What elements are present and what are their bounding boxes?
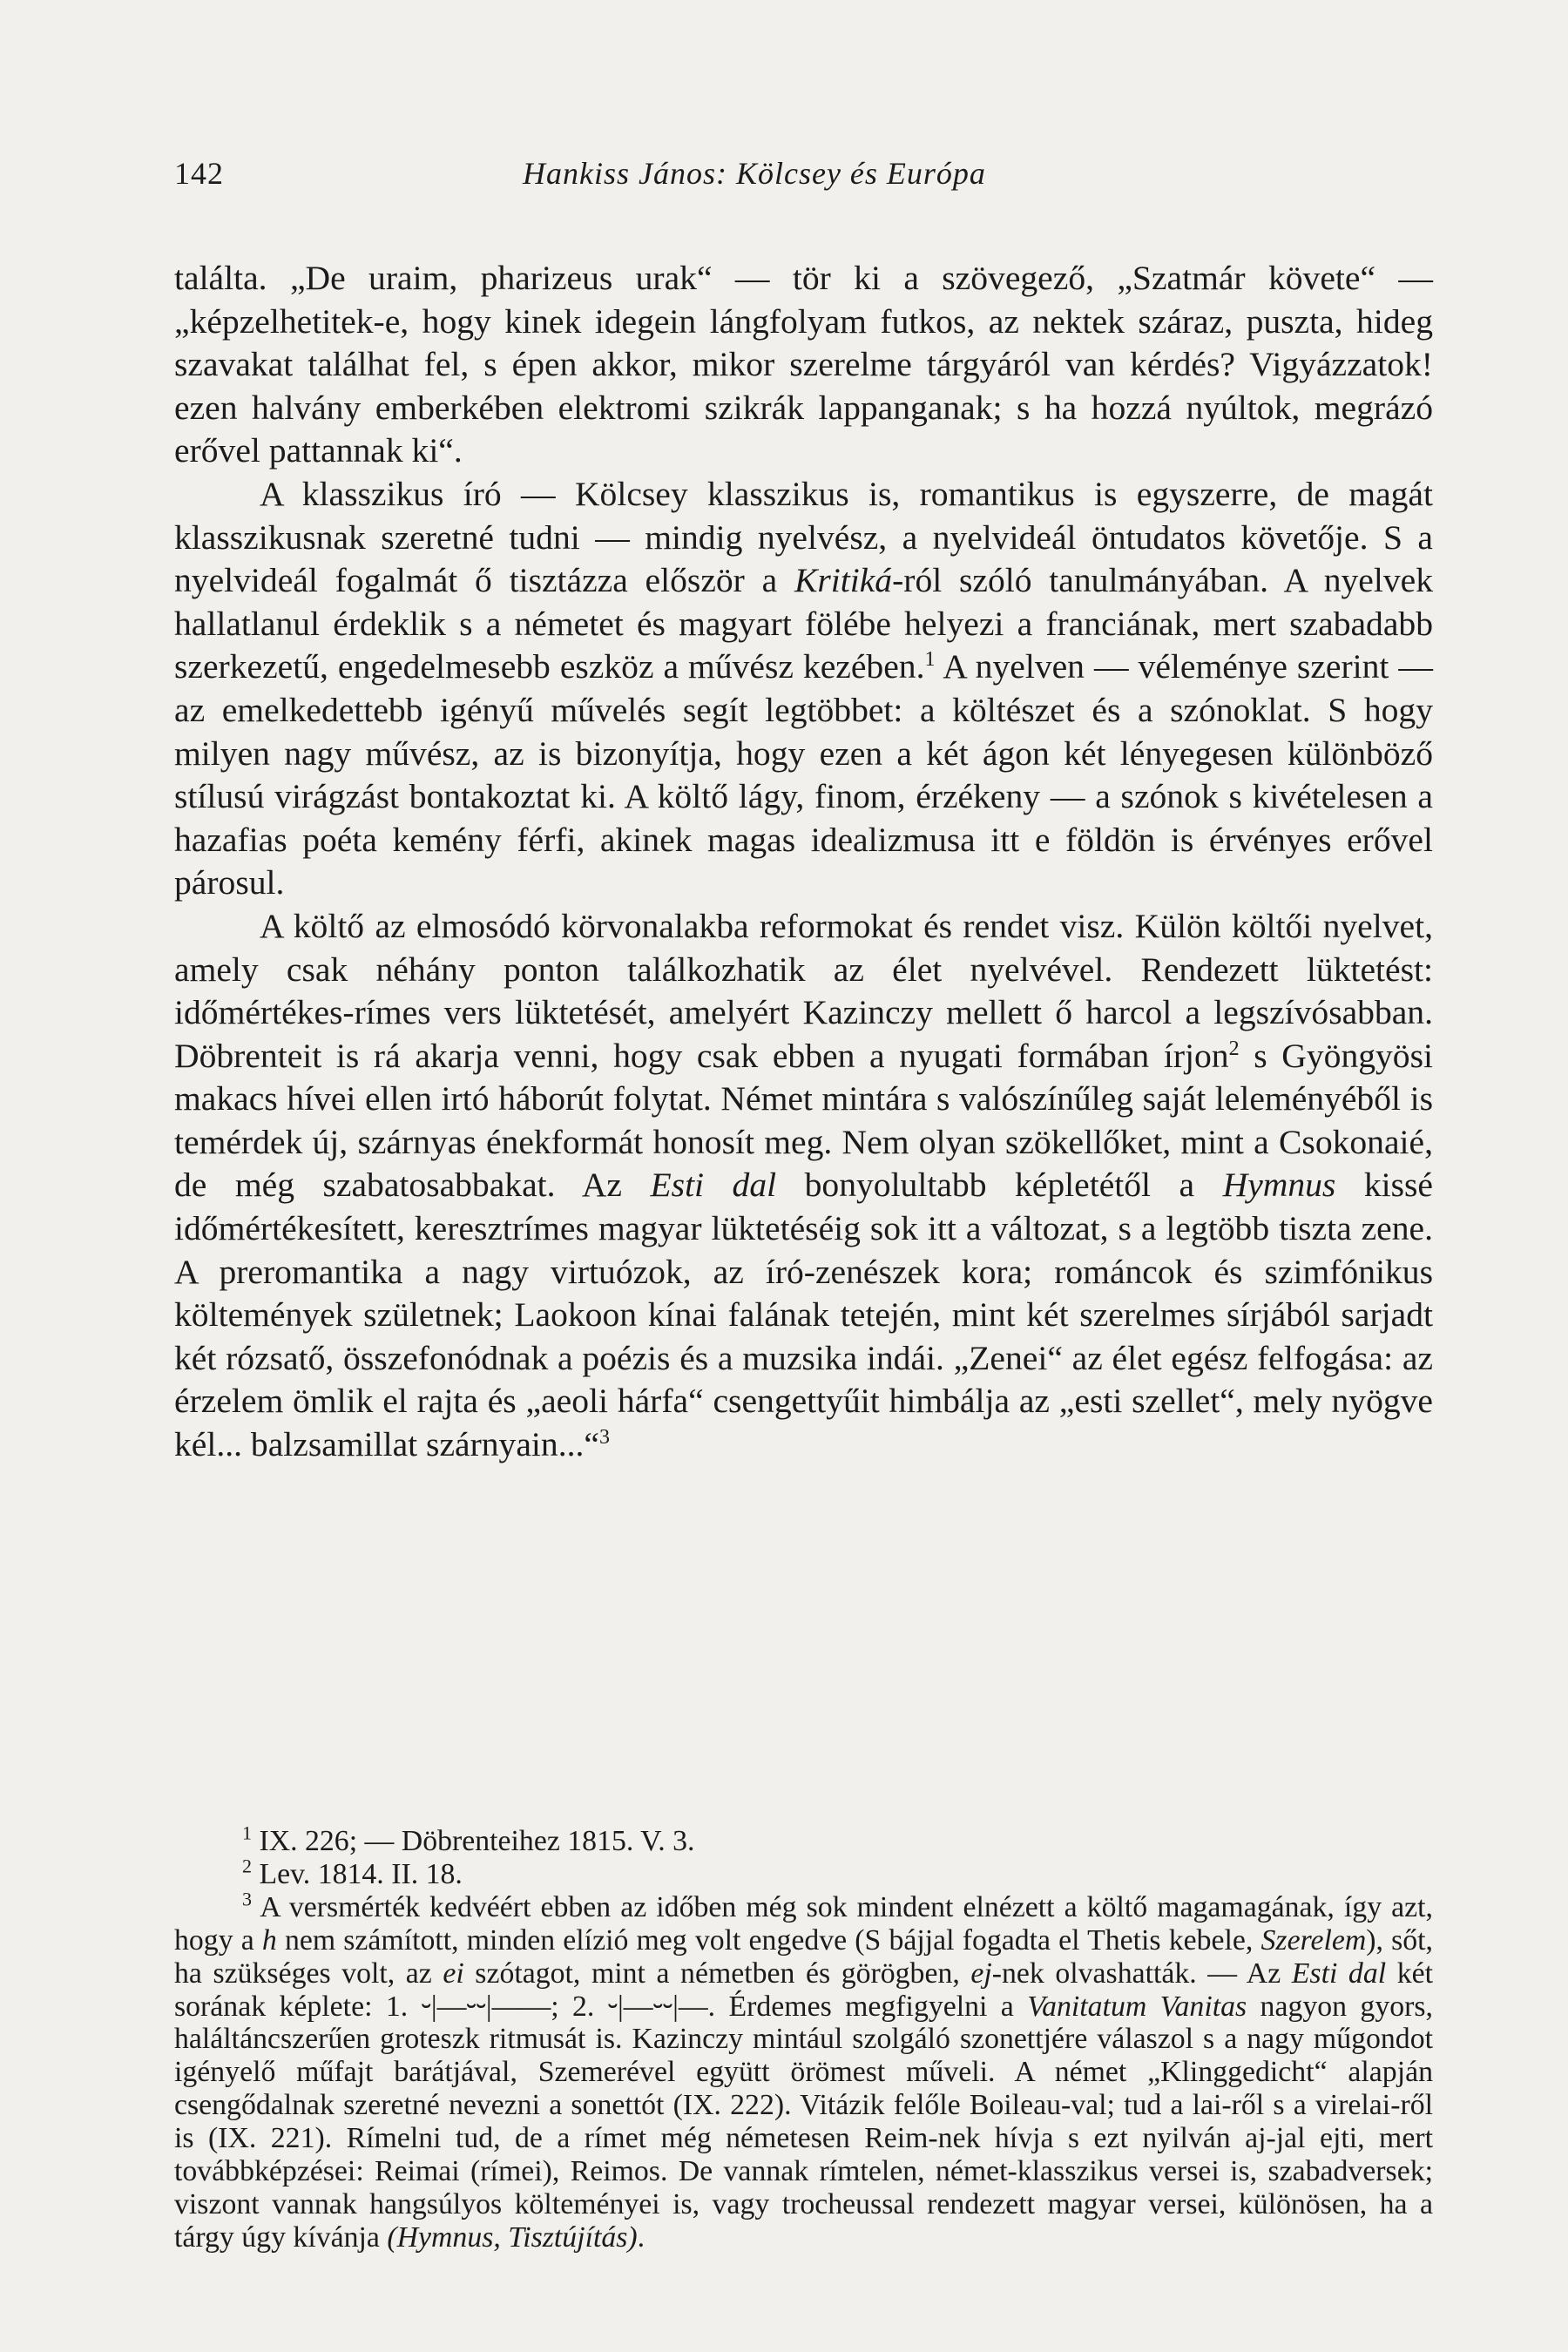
- paragraph-1: találta. „De uraim, pharizeus urak“ — tör ki a szövegező, „Szatmár követe“ — „képzelhetitek-e, hogy kinek idegein lángfolyam futkos, az nektek száraz, puszta, hideg szavakat találhat fel, s épen akkor, mikor szerelme tárgyáról van kérdés? Vigyázzatok! ezen halvány emberkében elektromi szikrák lappanganak; s ha hozzá nyúltok, megrázó erővel pattannak ki“.: [174, 259, 1433, 470]
- book-page: [174, 139, 1433, 2317]
- page-number: 142: [174, 156, 224, 191]
- footnote-ref-1: 1: [924, 648, 936, 672]
- footnote-3: $^3$ A versmérték kedvéért ebben az időben még sok mindent elnézett a költő magamagának, így azt, hogy a h nem számított, minden elízió meg volt engedve (S bájjal fogadta el Thetis kebele, Szerelem), sőt, ha szükséges volt, az ei szótagot, mint a németben és görögben, ej-nek olvashatták. — Az Esti dal két sorának képlete: 1. ⏑|—⏑⏑|——; 2. ⏑|—⏑⏑|—. Érdemes megfigyelni a Vanitatum Vanitas nagyon gyors, haláltáncszerűen groteszk ritmusát is. Kazinczy mintául szolgáló szonettjére válaszol s a nagy műgondot igényelő műfajt barátjával, Szemerével együtt örömest műveli. A német „Klinggedicht“ alapján csengődalnak szeretné nevezni a sonettót (IX. 222). Vitázik felőle Boileau-val; tud a lai-ről s a virelai-ről is (IX. 221). Rímelni tud, de a rímet még németesen Reim-nek hívja s ezt nyilván aj-jal ejti, mert továbbképzései: Reimai (rímei), Reimos. De vannak rímtelen, német-klasszikus versei is, szabadversek; viszont vannak hangsúlyos költeményei is, vagy trocheussal rendezett magyar versei, különösen, ha a tárgy úgy kívánja (Hymnus, Tisztújítás).: [174, 1888, 1434, 2254]
- footnote-2: $^2$ Lev. 1814. II. 18.: [242, 1855, 463, 1890]
- main-text: [174, 257, 1433, 1467]
- paragraph-2: A klasszikus író — Kölcsey klasszikus is, romantikus is egyszerre, de magát klasszikusnak szeretné tudni — mindig nyelvész, a nyelvideál öntudatos követője. S a nyelvideál fogalmát ő tisztázza először a Kritiká-ról szóló tanulmányában. A nyelvek hallatlanul érdeklik s a németet és magyart fölébe helyezi a franciának, mert szabadabb szerkezetű, engedelmesebb eszköz a művész kezében.$^1$ A nyelven — véleménye szerint — az emelkedettebb igényű művelés segít legtöbbet: a költészet és a szónoklat. S hogy milyen nagy művész, az is bizonyítja, hogy ezen a két ágon két lényegesen különböző stílusú virágzást bontakoztat ki. A költő lágy, finom, érzékeny — a szónok s kivételesen a hazafias poéta kemény férfi, akinek magas idealizmusa itt e földön is érvényes erővel párosul.: [174, 474, 1433, 902]
- running-title: Hankiss János: Kölcsey és Európa: [523, 156, 986, 191]
- footnotes: [174, 1821, 1434, 2254]
- footnote-ref-3: 3: [598, 1425, 610, 1449]
- paragraph-3: A költő az elmosódó körvonalakba reformokat és rendet visz. Külön költői nyelvet, amely csak néhány ponton találkozhatik az élet nyelvével. Rendezett lüktetést: időmértékes-rímes vers lüktetését, amelyért Kazinczy mellett ő harcol a legszívósabban. Döbrenteit is rá akarja venni, hogy csak ebben a nyugati formában írjon$^2$ s Gyöngyösi makacs hívei ellen irtó háborút folytat. Német mintára s valószínűleg saját leleményéből is temérdek új, szárnyas énekformát honosít meg. Nem olyan szökellőket, mint a Csokonaié, de még szabatosabbakat. Az Esti dal bonyolultabb képletétől a Hymnus kissé időmértékesített, keresztrímes magyar lüktetéséig sok itt a változat, s a legtöbb tiszta zene. A preromantika a nagy virtuózok, az író-zenészek kora; románcok és szimfónikus költemények születnek; Laokoon kínai falának tetején, mint két szerelmes sírjából sarjadt két rózsatő, összefonódnak a poézis és a muzsika indái. „Zenei“ az élet egész felfogása: az érzelem ömlik el rajta és „aeoli hárfa“ csengettyűit himbálja az „esti szellet“, mely nyögve kél... balzsamillat szárnyain...“$^3$: [174, 906, 1433, 1464]
- footnote-ref-2: 2: [1228, 1037, 1240, 1060]
- footnote-1: $^1$ IX. 226; — Döbrenteihez 1815. V. 3.: [242, 1821, 695, 1857]
